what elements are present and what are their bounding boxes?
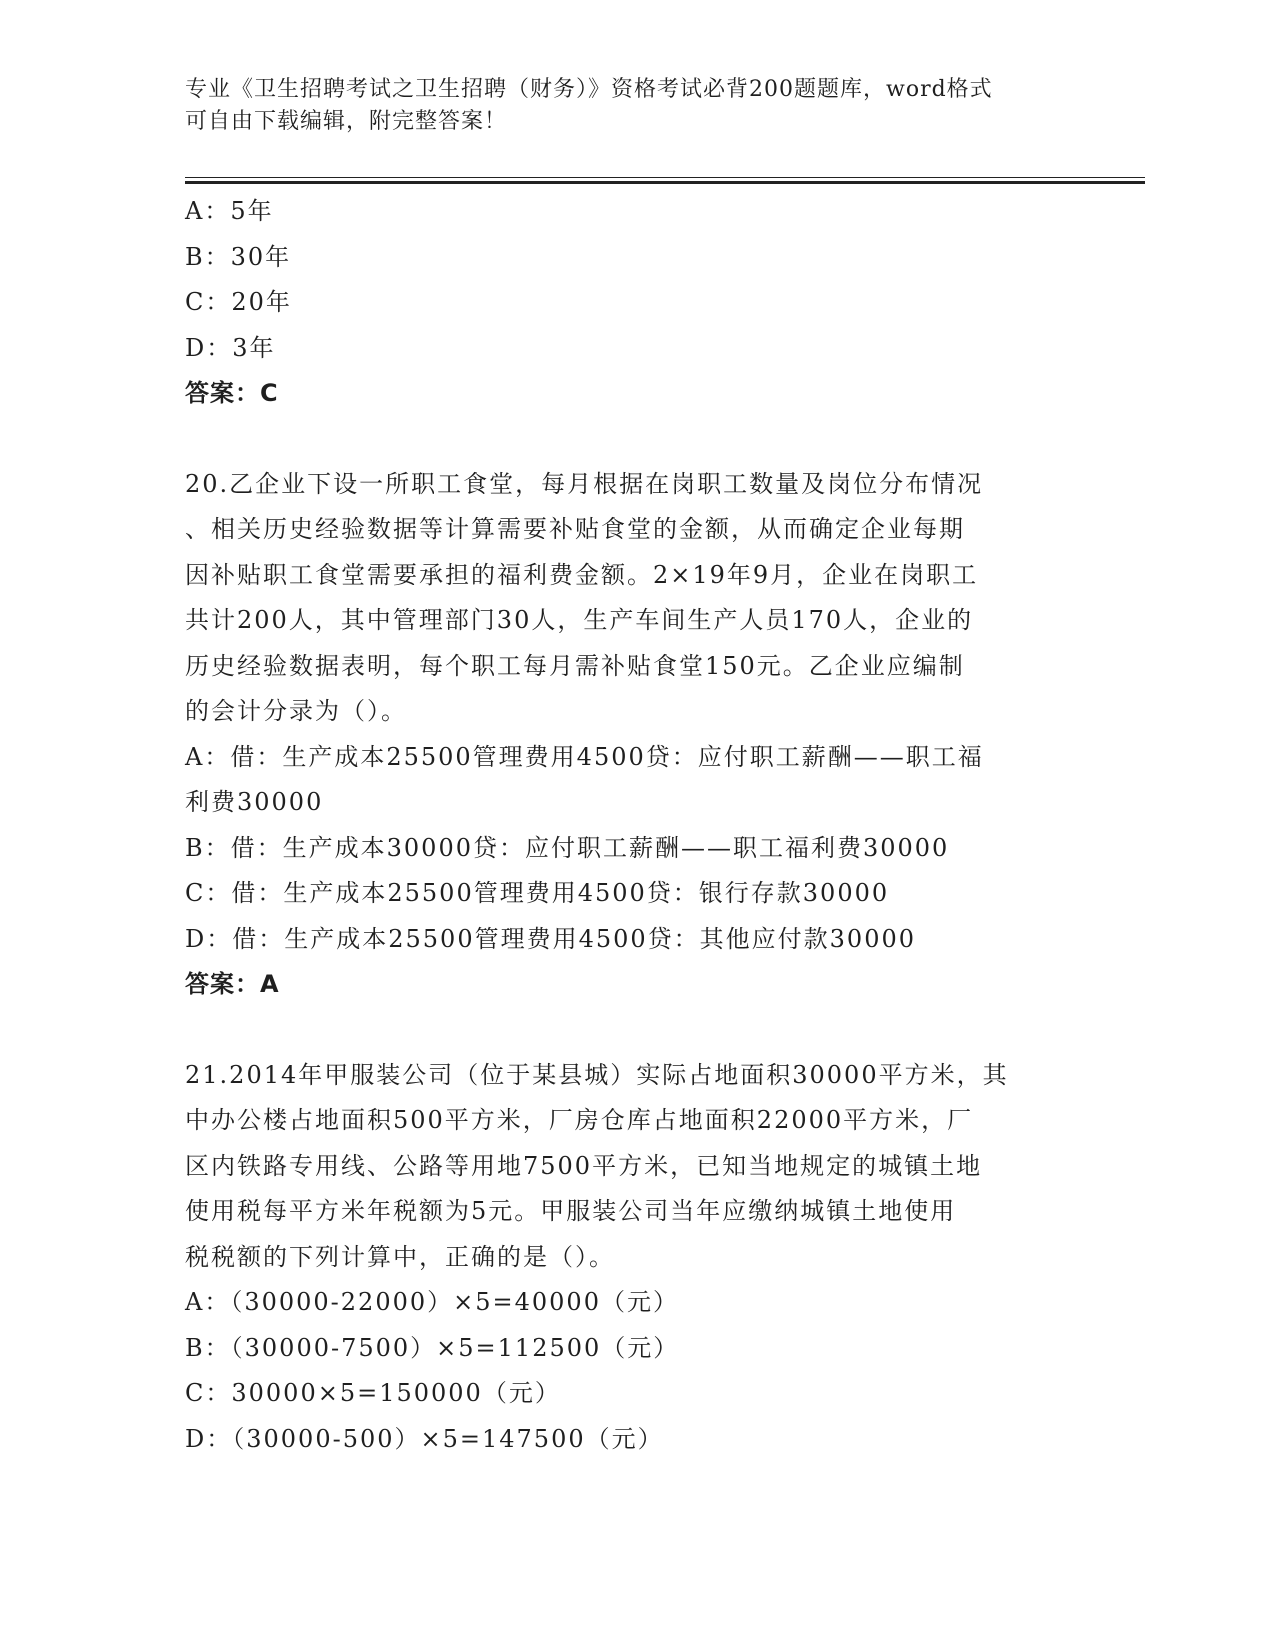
option-c: C：20年	[185, 288, 292, 316]
question-stem-line: 共计200人，其中管理部门30人，生产车间生产人员170人，企业的	[185, 606, 974, 634]
option-d: D：借：生产成本25500管理费用4500贷：其他应付款30000	[185, 924, 917, 953]
question-stem-line: 20.乙企业下设一所职工食堂，每月根据在岗职工数量及岗位分布情况	[185, 469, 984, 498]
document-header	[185, 74, 1065, 138]
question-20	[185, 462, 1085, 1008]
header-rule-thick	[185, 181, 1145, 184]
question-stem-line: 历史经验数据表明，每个职工每月需补贴食堂150元。乙企业应编制	[185, 651, 965, 680]
answer-line: 答案：C	[185, 379, 279, 407]
option-c: C：借：生产成本25500管理费用4500贷：银行存款30000	[185, 879, 890, 907]
question-stem-line: 税税额的下列计算中，正确的是（）。	[185, 1242, 615, 1271]
header-line-1: 专业《卫生招聘考试之卫生招聘（财务）》资格考试必背200题题库，word格式	[185, 77, 993, 102]
question-stem-line: 使用税每平方米年税额为5元。甲服装公司当年应缴纳城镇土地使用	[185, 1197, 957, 1225]
option-d: D：（30000-500）×5=147500（元）	[185, 1424, 664, 1453]
question-19-tail	[185, 189, 1085, 417]
question-stem-line: 因补贴职工食堂需要承担的福利费金额。2×19年9月，企业在岗职工	[185, 560, 979, 589]
option-b: B：借：生产成本30000贷：应付职工薪酬——职工福利费30000	[185, 833, 950, 862]
header-rule-thin	[185, 177, 1145, 178]
question-stem-line: 中办公楼占地面积500平方米，厂房仓库占地面积22000平方米，厂	[185, 1106, 974, 1134]
question-stem-line: 、相关历史经验数据等计算需要补贴食堂的金额，从而确定企业每期	[185, 515, 965, 543]
option-a: A：5年	[185, 197, 274, 225]
option-d: D：3年	[185, 333, 276, 362]
option-a-continued: 利费30000	[185, 788, 324, 816]
question-stem-line: 21.2014年甲服装公司（位于某县城）实际占地面积30000平方米，其	[185, 1060, 1009, 1089]
question-stem-line: 的会计分录为（）。	[185, 697, 407, 725]
option-b: B：30年	[185, 242, 292, 271]
answer-line: 答案：A	[185, 970, 280, 998]
question-21	[185, 1053, 1085, 1463]
header-line-2: 可自由下载编辑，附完整答案！	[185, 109, 508, 134]
document-body	[185, 189, 1085, 1462]
option-a: A：（30000-22000）×5=40000（元）	[185, 1288, 679, 1316]
option-c: C：30000×5=150000（元）	[185, 1379, 561, 1407]
option-a: A：借：生产成本25500管理费用4500贷：应付职工薪酬——职工福	[185, 742, 984, 771]
question-stem-line: 区内铁路专用线、公路等用地7500平方米，已知当地规定的城镇土地	[185, 1151, 983, 1180]
option-b: B：（30000-7500）×5=112500（元）	[185, 1333, 680, 1362]
